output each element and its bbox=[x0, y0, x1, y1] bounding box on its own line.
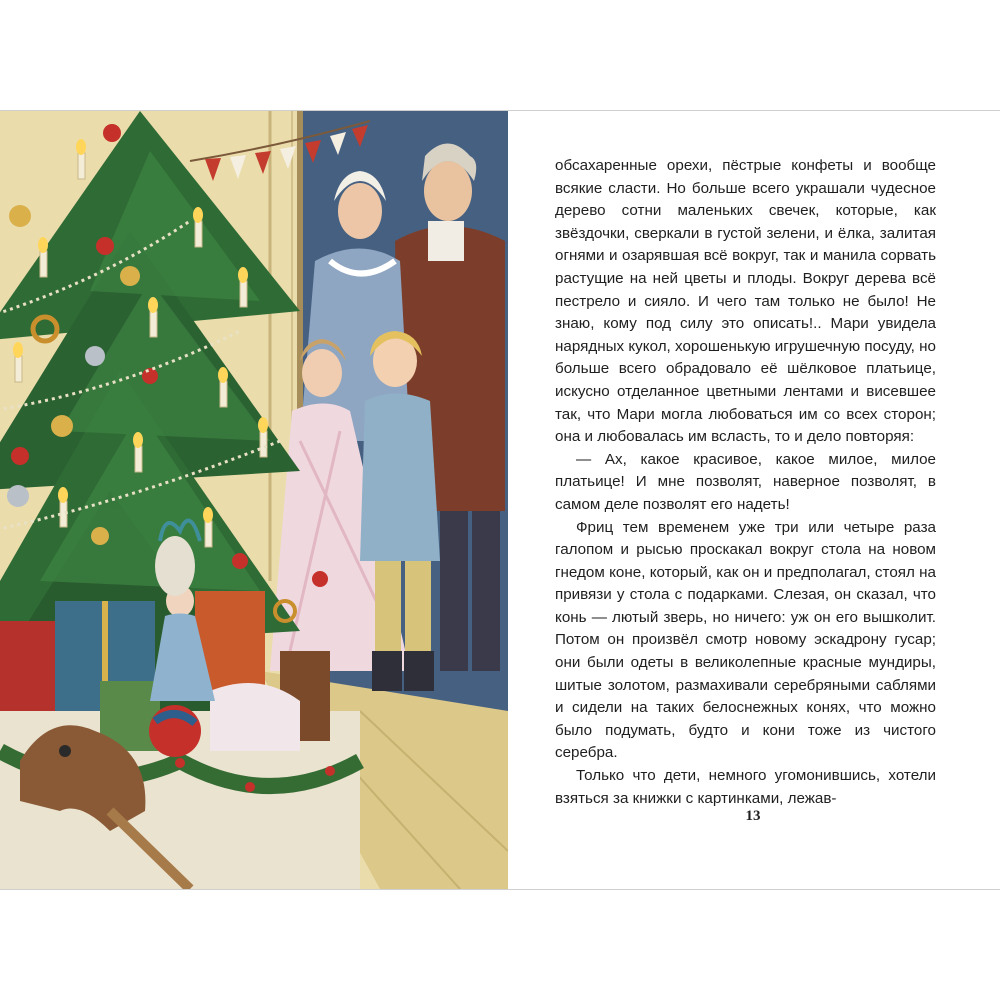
paragraph: обсахаренные орехи, пёстрые конфеты и вообще всякие сласти. Но больше всего украшали чудесное дерево сотни маленьких свечек, которые, как звёздочки, сверкали в густой зелени, и ёлка, залитая огнями и озарявшая всё вокруг, так и манила сорвать растущие на ней цветы и плоды. Вокруг дерева всё пестрело и сияло. И чего там только не было! Не знаю, кому под силу это описать!.. Мари увидела нарядных кукол, хорошенькую игрушечную посуду, но больше всего обрадовало её шёлковое платьице, искусно отделанное цветными лентами и висевшее так, что Мари могла любоваться им со всех сторон; она и любовалась им всласть, то и дело повторяя: bbox=[555, 157, 936, 446]
page-number: 13 bbox=[745, 808, 761, 824]
text-page bbox=[555, 155, 936, 810]
paragraph: Фриц тем временем уже три или четыре раза галопом и рысью проскакал вокруг стола на новом гнедом коне, который, как он и предполагал, стоял на привязи у стола с подарками. Слезая, он сказал, что конь — лютый зверь, но ничего: уж он его вышколит. Потом он произвёл смотр новому эскадрону гусар; они были одеты в великолепные красные мундиры, шитые золотом, размахивали серебряными саблями и сидели на таких белоснежных конях, что можно было подумать, будто и кони тоже из чистого серебра. bbox=[555, 518, 936, 762]
paragraph: — Ах, какое красивое, какое милое, милое платьице! И мне позволят, наверное позволят, в самом деле позволят его надеть! bbox=[555, 450, 936, 513]
christmas-tree-illustration bbox=[0, 111, 508, 889]
paragraph: Только что дети, немного угомонившись, хотели взяться за книжки с картинками, лежав- bbox=[555, 767, 936, 807]
book-spread bbox=[0, 110, 1000, 890]
